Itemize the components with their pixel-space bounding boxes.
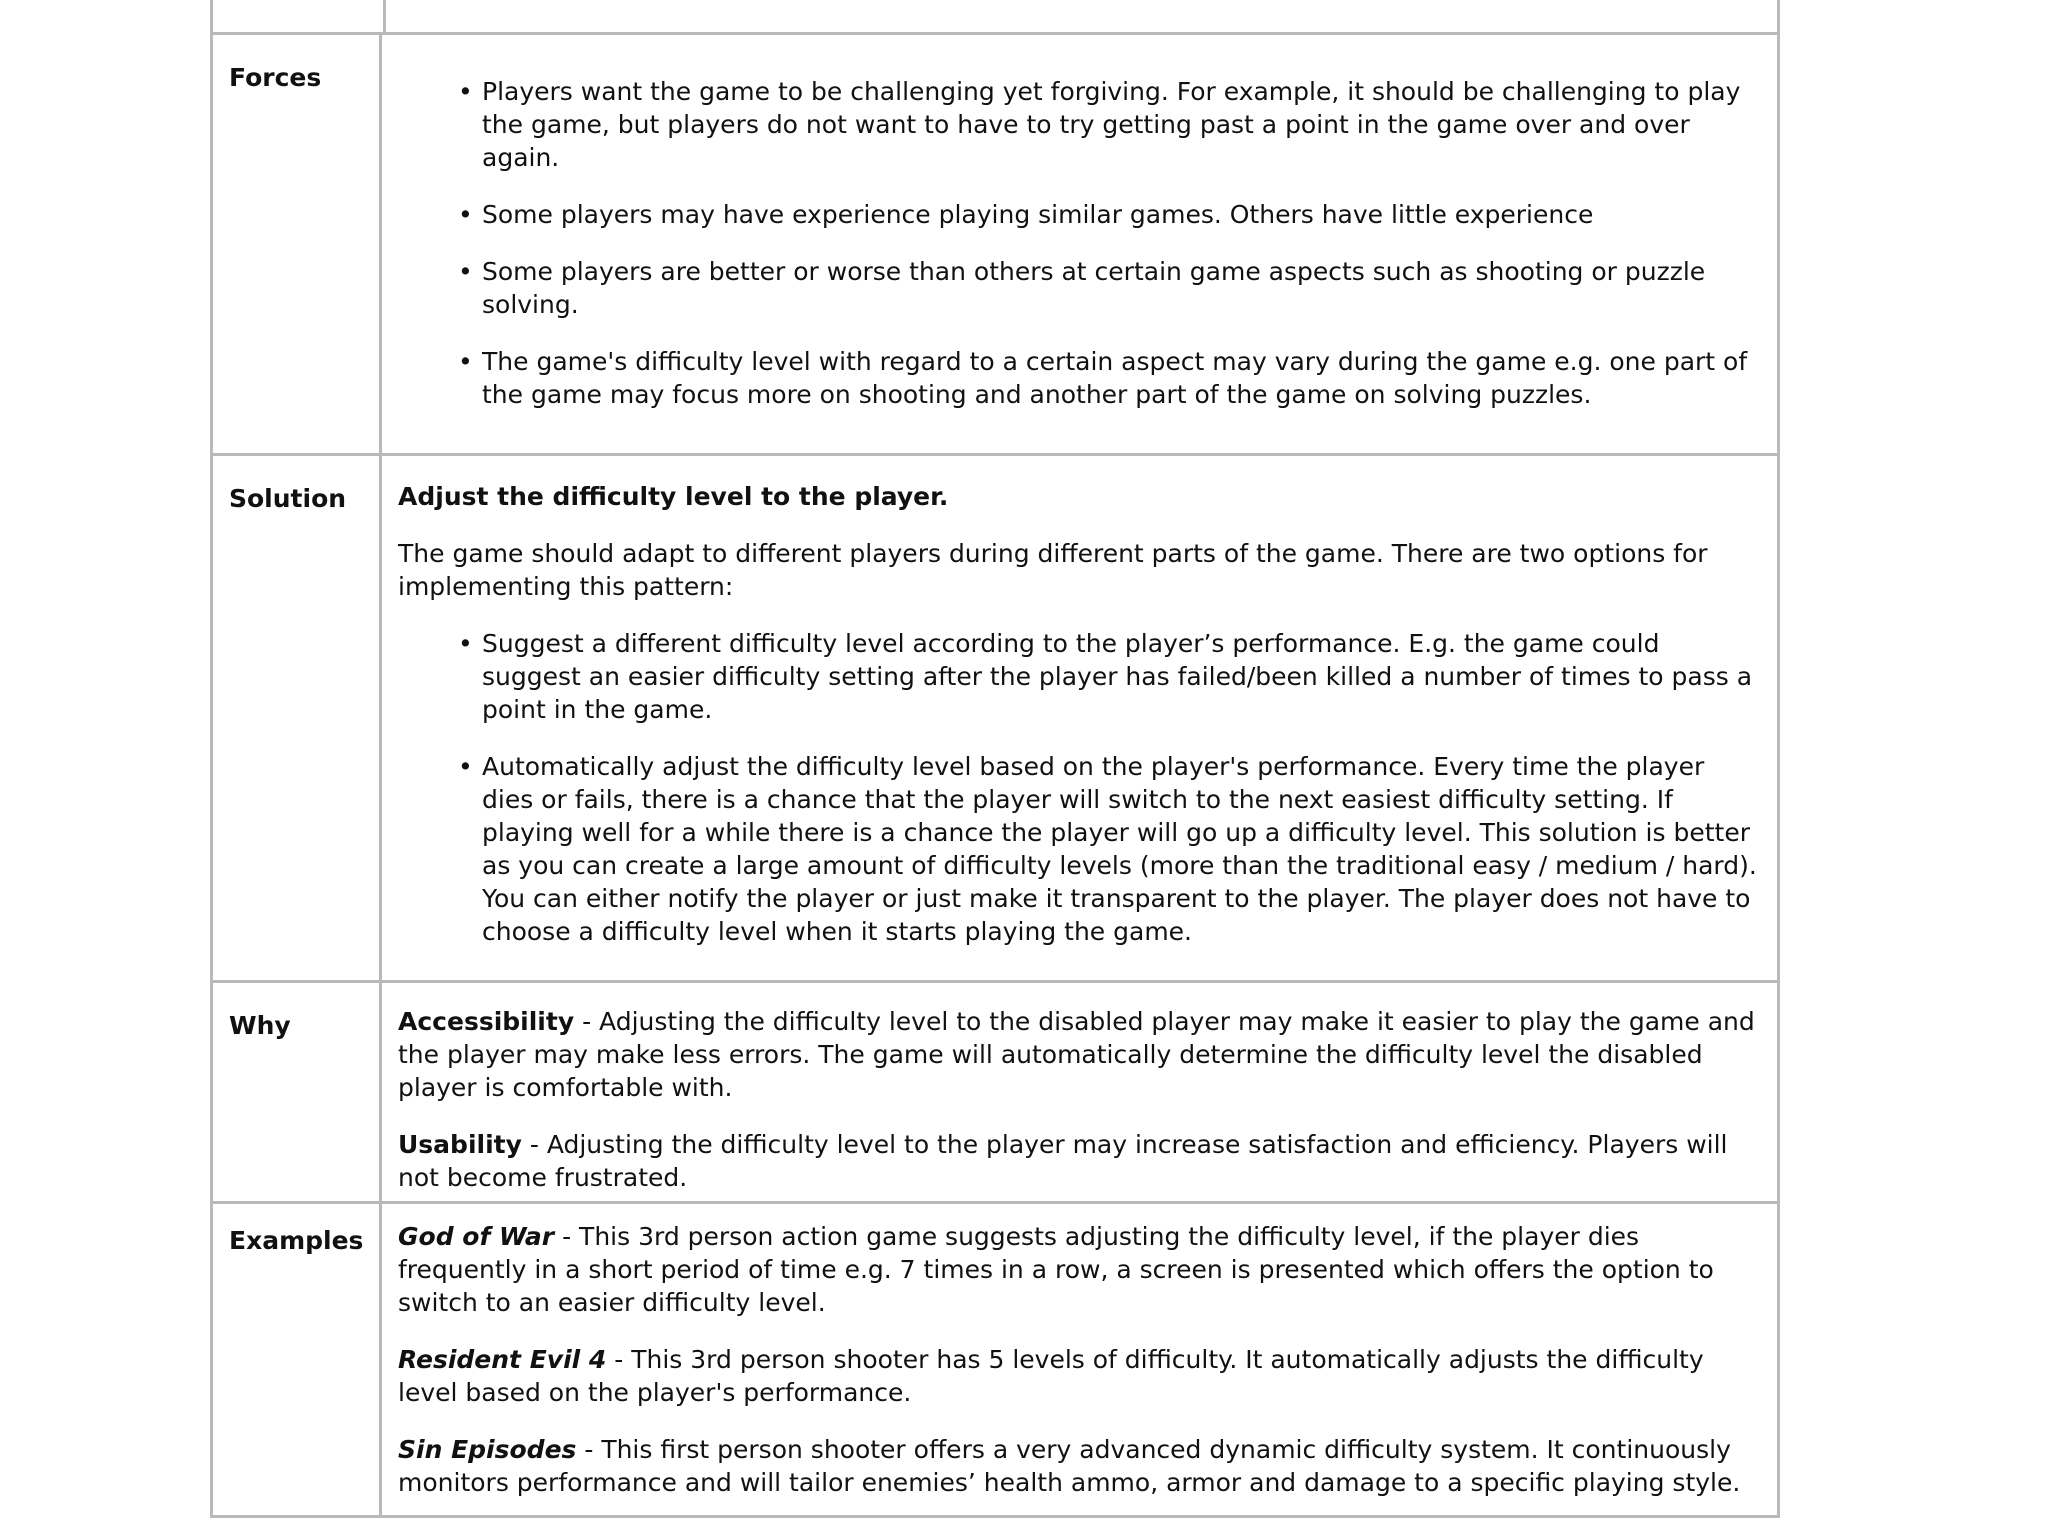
forces-list	[398, 75, 1761, 411]
why-paragraph	[398, 1128, 1761, 1194]
list-item	[458, 198, 1761, 231]
pattern-table	[210, 32, 1780, 1518]
example-title: Resident Evil 4	[398, 1345, 607, 1375]
bullet-icon: •	[458, 200, 473, 229]
example-paragraph	[398, 1343, 1761, 1409]
list-item-text: Players want the game to be challenging yet forgiving. For example, it should be challenging to play the game, but players do not want to have to try getting past a point in the game over and over again.	[482, 77, 1741, 172]
why-text: - Adjusting the difficulty level to the player may increase satisfaction and efficiency. Players will not become frustrated.	[398, 1129, 1728, 1192]
bullet-icon: •	[458, 77, 473, 106]
solution-content	[381, 454, 1779, 981]
row-label-why: Why	[229, 1010, 291, 1040]
example-text: - This first person shooter offers a very advanced dynamic difficulty system. It continuously monitors performance and will tailor enemies’ health ammo, armor and damage to a specific playing style.	[398, 1435, 1741, 1498]
list-item	[458, 750, 1761, 948]
row-label-examples: Examples	[229, 1226, 364, 1256]
why-text: - Adjusting the difficulty level to the disabled player may make it easier to play the game and the player may make less errors. The game will automatically determine the difficulty level the disabled player is comfortable with.	[398, 1006, 1755, 1102]
list-item-text: Some players may have experience playing similar games. Others have little experience	[482, 200, 1594, 229]
solution-list	[398, 627, 1761, 948]
examples-content	[381, 1203, 1779, 1517]
row-label-solution: Solution	[229, 483, 347, 513]
list-item-text: The game's difficulty level with regard to a certain aspect may vary during the game e.g. one part of the game may focus more on shooting and another part of the game on solving puzzles.	[482, 347, 1748, 409]
row-label-forces: Forces	[229, 63, 322, 92]
why-paragraph	[398, 1005, 1761, 1104]
list-item-text: Some players are better or worse than others at certain game aspects such as shooting or puzzle solving.	[482, 257, 1706, 319]
forces-content	[381, 34, 1779, 455]
solution-heading: Adjust the difficulty level to the player.	[398, 481, 949, 511]
why-term: Accessibility	[398, 1006, 575, 1036]
example-text: - This 3rd person shooter has 5 levels of difficulty. It automatically adjusts the difficulty level based on the player's performance.	[398, 1345, 1704, 1408]
list-item	[458, 627, 1761, 726]
solution-intro: The game should adapt to different players during different parts of the game. There are two options for implementing this pattern:	[398, 538, 1708, 601]
table-row-examples	[212, 1203, 1779, 1517]
example-paragraph	[398, 1220, 1761, 1319]
bullet-icon: •	[458, 751, 473, 781]
list-item	[458, 255, 1761, 321]
example-title: God of War	[398, 1222, 555, 1252]
list-item	[458, 75, 1761, 174]
row-label-cell	[212, 34, 381, 455]
table-row-forces	[212, 34, 1779, 455]
table-row-solution	[212, 454, 1779, 981]
row-label-cell	[212, 981, 381, 1202]
example-text: - This 3rd person action game suggests adjusting the difficulty level, if the player dies frequently in a short period of time e.g. 7 times in a row, a screen is presented which offers the option to switch to an easier difficulty level.	[398, 1222, 1714, 1318]
why-term: Usability	[398, 1129, 522, 1159]
row-label-cell	[212, 1203, 381, 1517]
table-top-stub-left	[210, 0, 213, 32]
list-item	[458, 345, 1761, 411]
list-item-text: Automatically adjust the difficulty level based on the player's performance. Every time the player dies or fails, there is a chance that the player will switch to the next easiest difficulty setting. If playing well for a while there is a chance the player will go up a difficulty level. This solution is better as you can create a large amount of difficulty levels (more than the traditional easy / medium / hard). You can either notify the player or just make it transparent to the player. The player does not have to choose a difficulty level when it starts playing the game.	[482, 751, 1757, 946]
why-content	[381, 981, 1779, 1202]
list-item-text: Suggest a different difficulty level according to the player’s performance. E.g. the game could suggest an easier difficulty setting after the player has failed/been killed a number of times to pass a point in the game.	[482, 628, 1753, 724]
bullet-icon: •	[458, 347, 473, 376]
row-label-cell	[212, 454, 381, 981]
bullet-icon: •	[458, 628, 473, 658]
example-paragraph	[398, 1433, 1761, 1499]
table-row-why	[212, 981, 1779, 1202]
table-top-stub-right	[1777, 0, 1780, 32]
table-top-stub-divider	[383, 0, 386, 32]
bullet-icon: •	[458, 257, 473, 286]
example-title: Sin Episodes	[398, 1435, 577, 1465]
